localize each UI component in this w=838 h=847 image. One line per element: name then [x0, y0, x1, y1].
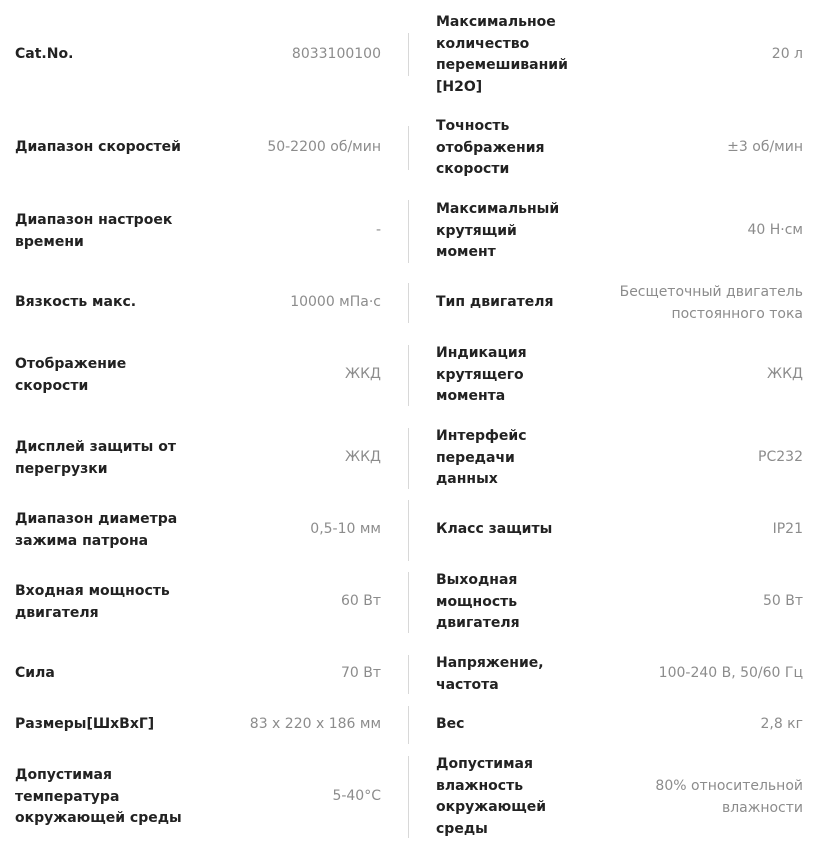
- spec-value: 80% относительной влажности: [655, 778, 803, 816]
- spec-value: 10000 мПа·с: [290, 294, 381, 310]
- spec-label: Диапазон диаметра зажима патрона: [15, 511, 178, 549]
- spec-label: Тип двигателя: [436, 294, 554, 310]
- spec-label: Вязкость макс.: [15, 294, 137, 310]
- spec-label: Cat.No.: [15, 46, 74, 62]
- spec-value: 83 x 220 x 186 мм: [249, 716, 381, 732]
- spec-label: Точность отображения скорости: [436, 118, 545, 177]
- spec-label: Допустимая влажность окружающей среды: [436, 756, 547, 837]
- spec-label: Напряжение, частота: [436, 655, 544, 693]
- spec-label: Диапазон скоростей: [15, 139, 181, 155]
- spec-value: -: [375, 222, 381, 238]
- spec-value: 5-40°C: [332, 788, 381, 804]
- spec-value: РС232: [758, 449, 803, 465]
- spec-label: Выходная мощность двигателя: [436, 572, 520, 631]
- spec-label: Размеры[ШxВxГ]: [15, 716, 155, 732]
- spec-value: 50-2200 об/мин: [267, 139, 381, 155]
- spec-value: IP21: [772, 521, 803, 537]
- column-divider: [408, 756, 409, 838]
- spec-value: Бесщеточный двигатель постоянного тока: [619, 284, 803, 322]
- spec-value: 0,5-10 мм: [310, 521, 381, 537]
- spec-value: ЖКД: [767, 366, 803, 382]
- spec-value: 100-240 В, 50/60 Гц: [658, 665, 803, 681]
- spec-label: Вес: [436, 716, 465, 732]
- spec-value: ЖКД: [345, 449, 381, 465]
- spec-label: Класс защиты: [436, 521, 553, 537]
- spec-label: Интерфейс передачи данных: [436, 428, 527, 487]
- spec-label: Допустимая температура окружающей среды: [15, 767, 182, 826]
- spec-label: Сила: [15, 665, 55, 681]
- spec-label: Отображение скорости: [15, 356, 127, 394]
- spec-value: ЖКД: [345, 366, 381, 382]
- spec-value: 50 Вт: [762, 593, 803, 609]
- spec-value: 20 л: [771, 46, 803, 62]
- spec-value: 70 Вт: [340, 665, 381, 681]
- spec-label: Максимальный крутящий момент: [436, 201, 560, 260]
- spec-value: ±3 об/мин: [727, 139, 803, 155]
- spec-label: Максимальное количество перемешиваний [H2O]: [436, 14, 568, 95]
- spec-value: 60 Вт: [340, 593, 381, 609]
- spec-value: 2,8 кг: [760, 716, 803, 732]
- spec-label: Входная мощность двигателя: [15, 583, 170, 621]
- spec-label: Диапазон настроек времени: [15, 212, 173, 250]
- spec-label: Индикация крутящего момента: [436, 345, 527, 404]
- spec-label: Дисплей защиты от перегрузки: [15, 439, 176, 477]
- spec-value: 40 Н·см: [747, 222, 803, 238]
- spec-value: 8033100100: [291, 46, 381, 62]
